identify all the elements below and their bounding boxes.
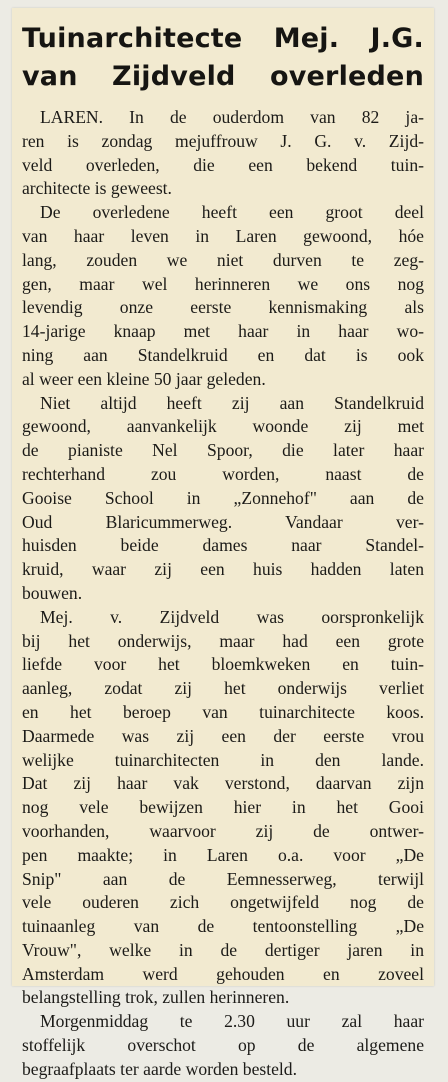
text-line: Mej. v. Zijdveld was oorspronkelijk [40, 606, 424, 627]
text-line: nog vele bewijzen hier in het Gooi [22, 797, 424, 818]
paragraph [22, 392, 424, 606]
paragraph [22, 201, 424, 391]
headline-line: Tuinarchitecte Mej. J.G. [22, 23, 424, 54]
text-line: gen, maar wel herinneren we ons nog [22, 273, 424, 294]
text-line: lang, zouden we niet durven te zeg- [22, 249, 424, 270]
text-line: Amsterdam werd gehouden en zoveel [22, 963, 424, 984]
text-line: ning aan Standelkruid en dat is ook [22, 344, 424, 365]
text-line: LAREN. In de ouderdom van 82 ja- [40, 107, 424, 127]
text-line: vele ouderen zich ongetwijfeld nog de [22, 892, 424, 913]
headline [22, 20, 424, 96]
text-line: bouwen. [22, 582, 83, 603]
text-line: gewoond, aanvankelijk woonde zij met [22, 416, 424, 437]
text-line: Vrouw", welke in de dertiger jaren in [22, 939, 424, 960]
paragraph [22, 1010, 424, 1081]
text-line: de pianiste Nel Spoor, die later haar [22, 440, 424, 461]
text-line: 14-jarige knaap met haar in haar wo- [22, 321, 424, 342]
text-line: stoffelijk overschot op de algemene [22, 1035, 424, 1056]
text-line: pen maakte; in Laren o.a. voor „De [22, 844, 424, 865]
paragraph [22, 106, 424, 201]
text-line: Niet altijd heeft zij aan Standelkruid [40, 392, 424, 413]
headline-line: van Zijdveld overleden [22, 61, 424, 92]
text-line: Oud Blaricummerweg. Vandaar ver- [22, 511, 424, 532]
text-line: begraafplaats ter aarde worden besteld. [22, 1058, 298, 1079]
text-line: belangstelling trok, zullen herinneren. [22, 987, 290, 1008]
text-line: Daarmede was zij een der eerste vrou [22, 725, 424, 746]
text-line: huisden beide dames naar Standel- [22, 535, 424, 556]
text-line: aanleg, zodat zij het onderwijs verliet [22, 678, 424, 699]
text-line: kruid, waar zij een huis hadden laten [22, 559, 424, 580]
text-line: levendig onze eerste kennismaking als [22, 297, 424, 318]
text-line: van haar leven in Laren gewoond, hóe [22, 225, 424, 246]
text-line: al weer een kleine 50 jaar geleden. [22, 368, 266, 389]
text-line: ren is zondag mejuffrouw J. G. v. Zijd- [22, 130, 424, 151]
text-line: Morgenmiddag te 2.30 uur zal haar [40, 1011, 424, 1032]
text-line: bij het onderwijs, maar had een grote [22, 630, 424, 651]
text-line: welijke tuinarchitecten in den lande. [22, 749, 424, 770]
newspaper-clipping [12, 8, 434, 1079]
text-line: liefde voor het bloemkweken en tuin- [22, 654, 424, 675]
text-line: Snip" aan de Eemnesserweg, terwijl [22, 868, 424, 889]
text-line: De overledene heeft een groot deel [40, 202, 424, 223]
text-line: rechterhand zou worden, naast de [22, 463, 424, 484]
text-line: Gooise School in „Zonnehof" aan de [22, 487, 424, 508]
text-line: Dat zij haar vak verstond, daarvan zijn [22, 773, 424, 794]
text-line: architecte is geweest. [22, 178, 172, 199]
text-line: tuinaanleg van de tentoonstelling „De [22, 916, 424, 937]
text-line: en het beroep van tuinarchitecte koos. [22, 701, 424, 722]
text-line: veld overleden, die een bekend tuin- [22, 154, 424, 175]
paragraph [22, 606, 424, 1011]
text-line: voorhanden, waarvoor zij de ontwer- [22, 820, 424, 841]
article-body [22, 106, 424, 1082]
